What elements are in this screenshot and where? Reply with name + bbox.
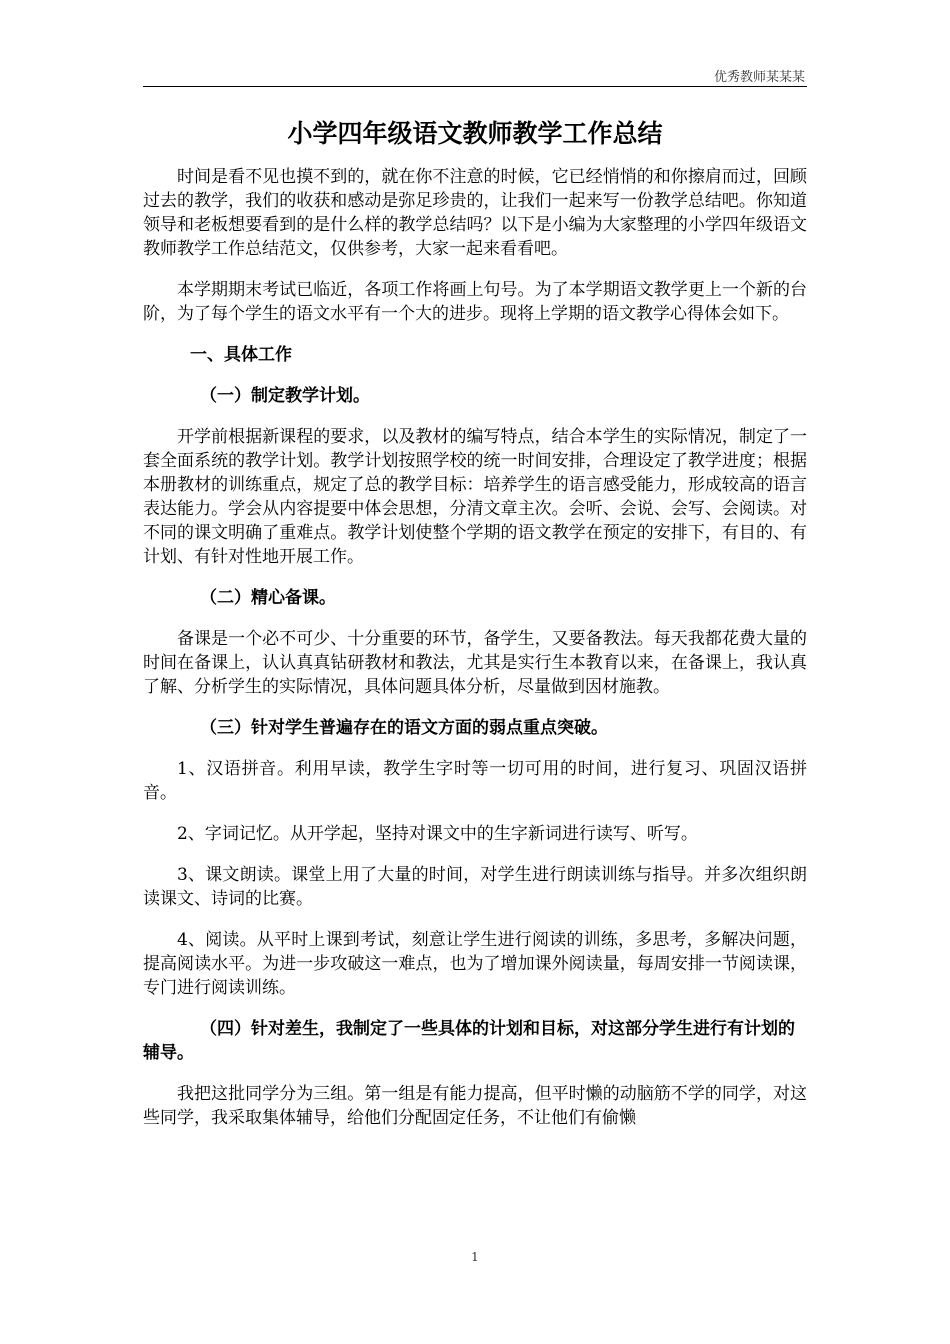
- subsection-heading: （一）制定教学计划。: [200, 386, 370, 406]
- subsection-heading: （二）精心备课。: [200, 588, 336, 608]
- header-author: 优秀教师某某某: [713, 70, 805, 85]
- document-title: 小学四年级语文教师教学工作总结: [287, 119, 663, 148]
- document-body: [143, 112, 807, 1147]
- body-paragraph: 备课是一个必不可少、十分重要的环节，备学生，又要备教法。每天我都花费大量的时间在备课上，认认真真钻研教材和教法，尤其是实行生本教育以来，在备课上，我认真了解、分析学生的实际情况，具体问题具体分析，尽量做到因材施教。: [143, 629, 807, 697]
- intro-paragraph: 本学期期末考试已临近，各项工作将画上句号。为了本学期语文教学更上一个新的台阶，为了每个学生的语文水平有一个大的进步。现将上学期的语文教学心得体会如下。: [143, 280, 807, 324]
- subsection-heading: （四）针对差生，我制定了一些具体的计划和目标，对这部分学生进行有计划的辅导。: [143, 1019, 795, 1063]
- intro-paragraph: 时间是看不见也摸不到的，就在你不注意的时候，它已经悄悄的和你擦肩而过，回顾过去的教学，我们的收获和感动是弥足珍贵的，让我们一起来写一份教学总结吧。你知道领导和老板想要看到的是什么样的教学总结吗？以下是小编为大家整理的小学四年级语文教师教学工作总结范文，仅供参考，大家一起来看看吧。: [143, 167, 807, 259]
- page-number: 1: [471, 1250, 479, 1264]
- body-paragraph: 开学前根据新课程的要求，以及教材的编写特点，结合本学生的实际情况，制定了一套全面系统的教学计划。教学计划按照学校的统一时间安排，合理设定了教学进度；根据本册教材的训练重点，规定了总的教学目标：培养学生的语言感受能力，形成较高的语言表达能力。学会从内容提要中体会思想，分清文章主次。会听、会说、会写、会阅读。对不同的课文明确了重难点。教学计划使整个学期的语文教学在预定的安排下，有目的、有计划、有针对性地开展工作。: [143, 427, 807, 567]
- list-item: 1、汉语拼音。利用早读，教学生字时等一切可用的时间，进行复习、巩固汉语拼音。: [143, 759, 807, 803]
- list-item: 4、阅读。从平时上课到考试，刻意让学生进行阅读的训练，多思考，多解决问题，提高阅读水平。为进一步攻破这一难点，也为了增加课外阅读量，每周安排一节阅读课，专门进行阅读训练。: [143, 930, 807, 998]
- subsection-heading: （三）针对学生普遍存在的语文方面的弱点重点突破。: [200, 718, 608, 738]
- body-paragraph: 我把这批同学分为三组。第一组是有能力提高，但平时懒的动脑筋不学的同学，对这些同学，我采取集体辅导，给他们分配固定任务，不让他们有偷懒: [143, 1084, 807, 1128]
- header-divider: [143, 86, 807, 87]
- list-item: 2、字词记忆。从开学起，坚持对课文中的生字新词进行读写、听写。: [177, 824, 698, 844]
- section-heading: 一、具体工作: [190, 345, 292, 365]
- list-item: 3、课文朗读。课堂上用了大量的时间，对学生进行朗读训练与指导。并多次组织朗读课文、诗词的比赛。: [143, 865, 807, 909]
